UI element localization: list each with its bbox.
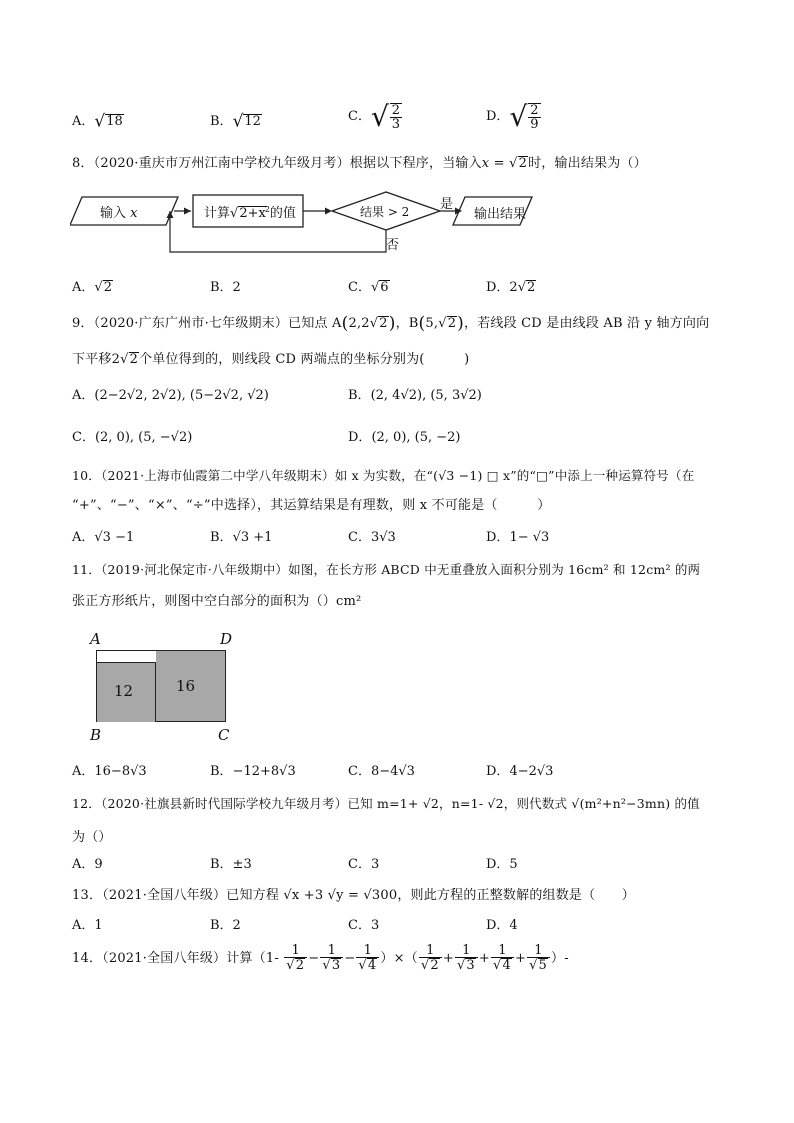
q11-option-c[interactable]: C．8−4√3 xyxy=(348,764,415,779)
rectangle-abcd xyxy=(96,650,226,722)
flow-output-label: 输出结果 xyxy=(474,207,527,222)
q7-d-numerator: 2 xyxy=(530,102,539,118)
q10-option-d[interactable]: D．1− √3 xyxy=(486,530,550,545)
q11-stem-line2: 张正方形纸片，则图中空白部分的面积为（）cm² xyxy=(72,594,362,609)
flow-compute-label: 计算$√2+x^2$的值 xyxy=(204,204,296,221)
q9-stem-line2: 下平移2√2个单位得到的，则线段 CD 两端点的坐标分别为( ) xyxy=(72,352,470,367)
q10-stem-line1: 10．（2021·上海市仙霞第二中学八年级期末）如 x 为实数，在“(√3 −1) □ x”的“□”中添上一种运算符号（在 xyxy=(72,468,695,483)
q11-option-b[interactable]: B．−12+8√3 xyxy=(210,764,296,779)
q7-d-denominator: 9 xyxy=(530,116,539,132)
q8-option-b[interactable]: B．2 xyxy=(210,280,241,295)
large-square xyxy=(156,651,225,721)
q7-c-denominator: 3 xyxy=(391,116,401,132)
flow-input-label: 输入 x xyxy=(100,206,138,221)
q14-stem: 14．（2021·全国八年级）计算（1- $\frac{1}{√2}$ − $\frac{1}{√3}$ − $\frac{1}{√4}$ ）×（ $\frac{1}{√2}$ + $\frac{1}{√3}$ + $\frac{1}{√4}$ + $\frac{1}{√5}$ ）- xyxy=(72,943,569,973)
q7-option-a[interactable]: A．√18 xyxy=(72,111,123,132)
q11-option-d[interactable]: D．4−2√3 xyxy=(486,764,554,779)
q9-stem-line1: 9．（2020·广东广州市·七年级期末）已知点 A(2,2√2)，B(5,√2)，若线段 CD 是由线段 AB 沿 y 轴方向向 xyxy=(72,313,710,334)
q12-option-b[interactable]: B．±3 xyxy=(210,857,252,872)
q10-stem-line2: “+”、“−”、“×”、“÷”中选择），其运算结果是有理数，则 x 不可能是（ ） xyxy=(72,498,551,513)
q12-option-a[interactable]: A．9 xyxy=(72,857,103,872)
q8-stem: 8．（2020·重庆市万州江南中学校九年级月考）根据以下程序，当输入x = √2时，输出结果为（） xyxy=(72,156,647,171)
figure-label-a: A xyxy=(90,630,101,648)
q9-option-b[interactable]: B．(2, 4√2), (5, 3√2) xyxy=(348,388,482,403)
large-square-area: 16 xyxy=(176,677,196,695)
figure-label-c: C xyxy=(218,726,230,744)
q7-option-a-label: A． xyxy=(72,114,95,129)
q7-c-numerator: 2 xyxy=(391,102,401,118)
q12-stem-line1: 12．（2020·社旗县新时代国际学校九年级月考）已知 m=1+ √2，n=1- √2，则代数式 √(m²+n²−3mn) 的值 xyxy=(72,796,700,811)
q7-option-a-value: 18 xyxy=(106,114,123,129)
q12-option-c[interactable]: C．3 xyxy=(348,857,380,872)
flow-yes-label: 是 xyxy=(440,197,454,212)
q13-stem: 13．（2021·全国八年级）已知方程 √x +3 √y = √300，则此方程的正整数解的组数是（ ） xyxy=(72,888,635,903)
q7-option-d[interactable]: D．√ $\frac{2}{9}$ xyxy=(486,100,539,133)
q10-option-c[interactable]: C．3√3 xyxy=(348,530,396,545)
q13-option-a[interactable]: A．1 xyxy=(72,918,103,933)
q7-option-c-label: C． xyxy=(348,109,371,124)
q8-option-a[interactable]: A．√2 xyxy=(72,280,112,295)
q9-option-a[interactable]: A．(2−2√2, 2√2), (5−2√2, √2) xyxy=(72,388,269,403)
q7-option-b-value: 12 xyxy=(244,114,261,129)
q10-option-b[interactable]: B．√3 +1 xyxy=(210,530,273,545)
q10-option-a[interactable]: A．√3 −1 xyxy=(72,530,135,545)
figure-label-d: D xyxy=(220,630,233,648)
q8-option-c[interactable]: C．√6 xyxy=(348,280,389,295)
q13-option-c[interactable]: C．3 xyxy=(348,918,380,933)
q9-option-d[interactable]: D．(2, 0), (5, −2) xyxy=(348,430,461,445)
q11-stem-line1: 11．（2019·河北保定市·八年级期中）如图，在长方形 ABCD 中无重叠放入面积分别为 16cm² 和 12cm² 的两 xyxy=(72,562,701,577)
q7-option-c[interactable]: C．√ $\frac{2}{3}$ xyxy=(348,100,401,133)
q8-option-d[interactable]: D．2√2 xyxy=(486,280,536,295)
flow-no-label: 否 xyxy=(386,238,400,253)
q12-stem-line2: 为（） xyxy=(72,830,112,845)
q9-option-c[interactable]: C．(2, 0), (5, −√2) xyxy=(72,430,193,445)
q12-option-d[interactable]: D．5 xyxy=(486,857,518,872)
small-square-area: 12 xyxy=(114,682,134,700)
flow-decision-label: 结果 > 2 xyxy=(360,205,410,219)
q7-option-b-label: B． xyxy=(210,114,233,129)
q7-option-d-label: D． xyxy=(486,109,510,124)
q11-option-a[interactable]: A．16−8√3 xyxy=(72,764,147,779)
q13-option-d[interactable]: D．4 xyxy=(486,918,518,933)
small-square xyxy=(97,662,156,722)
figure-label-b: B xyxy=(90,726,102,744)
q13-option-b[interactable]: B．2 xyxy=(210,918,241,933)
q8-flowchart xyxy=(70,186,570,258)
q7-option-b[interactable]: B．√12 xyxy=(210,111,261,132)
